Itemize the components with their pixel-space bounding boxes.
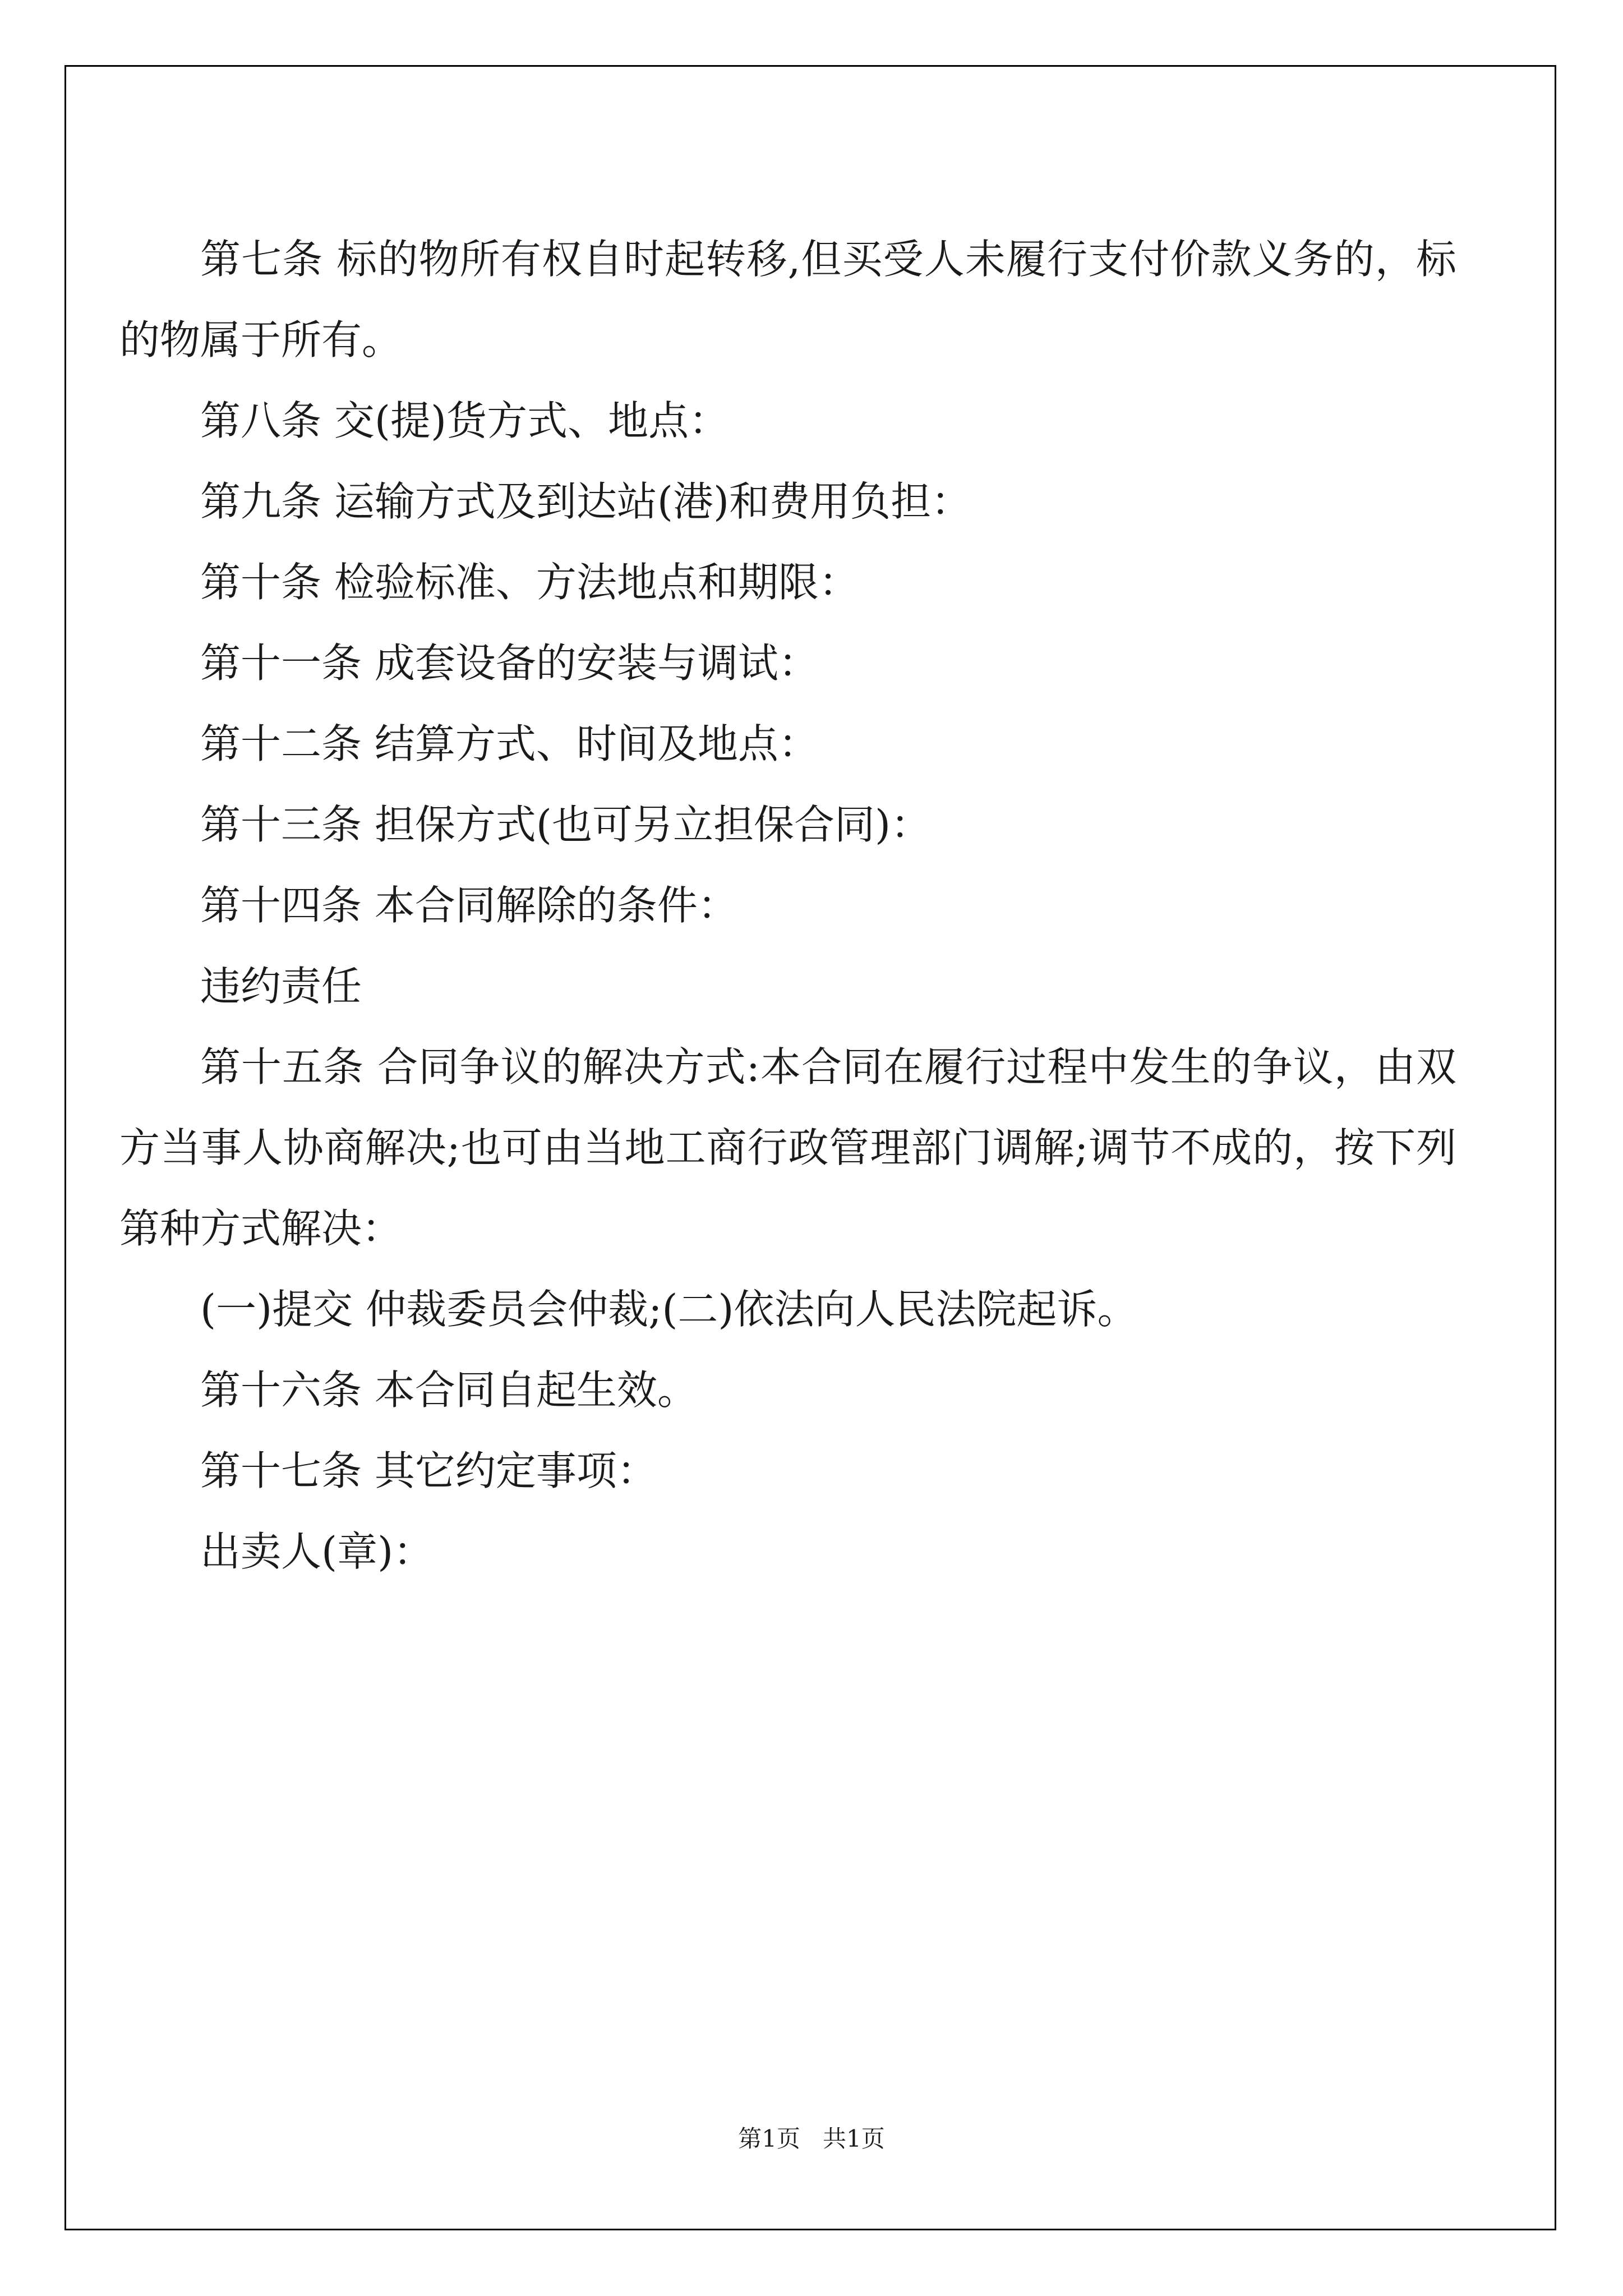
paragraph-article-11: 第十一条 成套设备的安装与调试： bbox=[200, 639, 819, 687]
page-footer bbox=[0, 2125, 1623, 2153]
paragraph-article-16: 第十六条 本合同自起生效。 bbox=[200, 1366, 698, 1414]
paragraph-article-7: 第七条 标的物所有权自时起转移,但买受人未履行支付价款义务的，标的物属于所有。 bbox=[119, 236, 1456, 364]
paragraph-article-8: 第八条 交(提)货方式、地点： bbox=[200, 397, 730, 444]
paragraph-article-14: 第十四条 本合同解除的条件： bbox=[200, 882, 738, 929]
paragraph-article-15: 第十五条 合同争议的解决方式:本合同在履行过程中发生的争议，由双方当事人协商解决;也可由当地工商行政管理部门调解;调节不成的，按下列第种方式解决： bbox=[119, 1043, 1456, 1252]
section-heading-liability: 违约责任 bbox=[200, 963, 362, 1010]
page-number: 第1页 bbox=[738, 2125, 800, 2152]
paragraph-dispute-options: (一)提交 仲裁委员会仲裁;(二)依法向人民法院起诉。 bbox=[200, 1286, 1138, 1333]
document-body bbox=[119, 219, 1456, 1592]
paragraph-article-13: 第十三条 担保方式(也可另立担保合同)： bbox=[200, 801, 932, 848]
paragraph-seller-seal: 出卖人(章)： bbox=[200, 1528, 434, 1575]
paragraph-article-10: 第十条 检验标准、方法地点和期限： bbox=[200, 559, 859, 606]
paragraph-article-17: 第十七条 其它约定事项： bbox=[200, 1447, 657, 1494]
paragraph-article-9: 第九条 运输方式及到达站(港)和费用负担： bbox=[200, 478, 972, 525]
page-total: 共1页 bbox=[823, 2125, 885, 2152]
paragraph-article-12: 第十二条 结算方式、时间及地点： bbox=[200, 720, 819, 767]
